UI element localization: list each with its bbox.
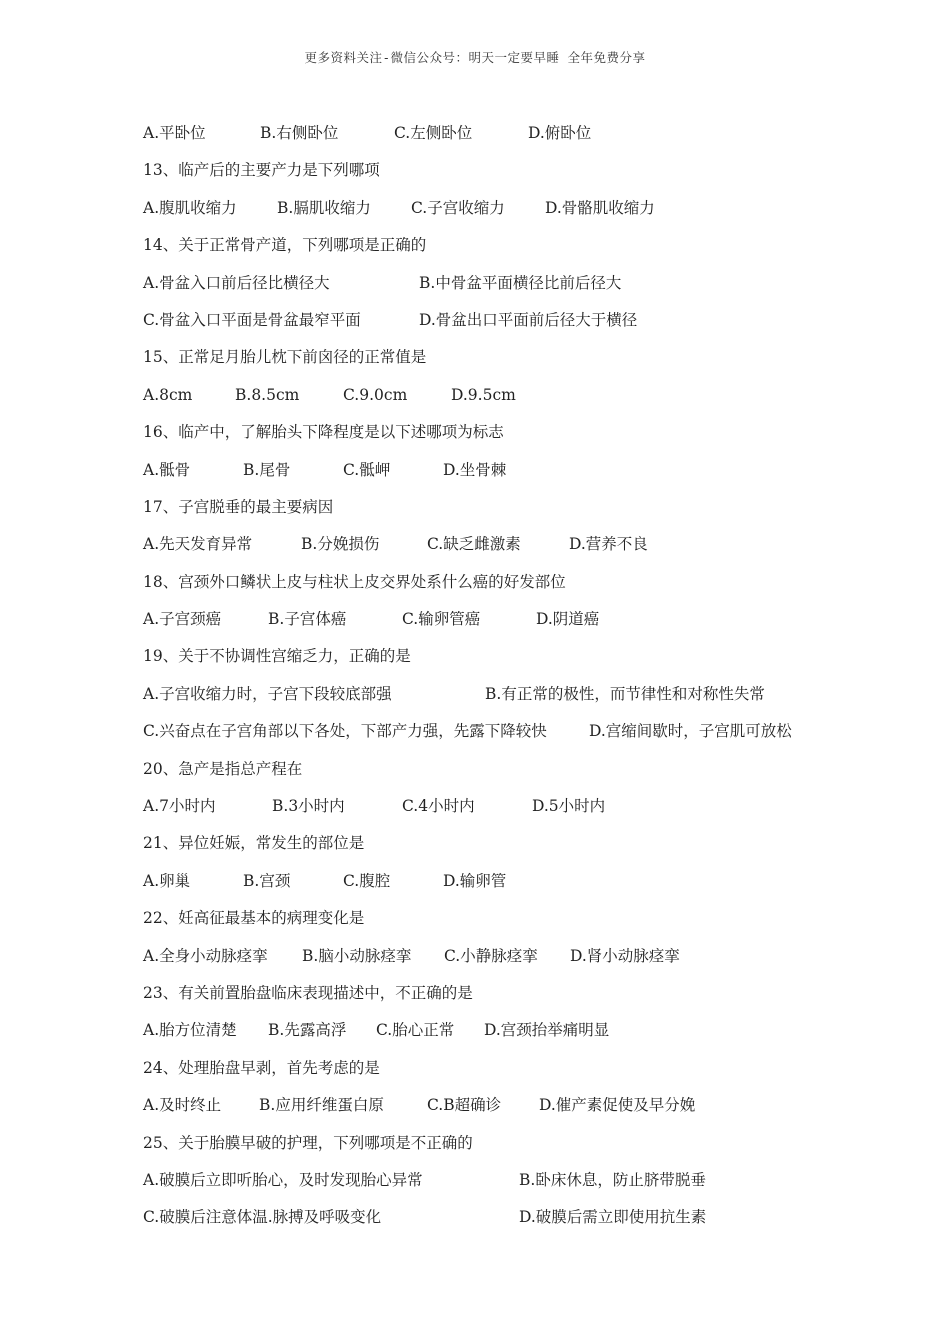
question-text: 20、急产是指总产程在 <box>143 759 303 778</box>
answer-option: B.卧床休息，防止脐带脱垂 <box>519 1170 706 1189</box>
answer-option: A.腹肌收缩力 <box>143 198 237 217</box>
question-text: 25、关于胎膜早破的护理，下列哪项是不正确的 <box>143 1133 473 1152</box>
answer-option: B.应用纤维蛋白原 <box>259 1096 384 1115</box>
answer-option: A.子宫收缩力时，子宫下段较底部强 <box>143 684 392 703</box>
answer-option: A.8cm <box>143 385 193 404</box>
options-row <box>143 606 863 643</box>
options-row <box>143 718 863 755</box>
options-row <box>143 1167 863 1204</box>
answer-option: A.7小时内 <box>143 797 216 816</box>
options-row <box>143 681 863 718</box>
question-text: 24、处理胎盘早剥，首先考虑的是 <box>143 1058 380 1077</box>
question-text: 21、异位妊娠，常发生的部位是 <box>143 834 365 853</box>
answer-option: A.胎方位清楚 <box>143 1021 237 1040</box>
answer-option: C.胎心正常 <box>376 1021 455 1040</box>
answer-option: D.宫缩间歇时，子宫肌可放松 <box>589 722 792 741</box>
answer-option: C.B超确诊 <box>427 1096 502 1115</box>
answer-option: C.兴奋点在子宫角部以下各处，下部产力强，先露下降较快 <box>143 722 547 741</box>
answer-option: D.坐骨棘 <box>443 460 507 479</box>
answer-option: D.肾小动脉痉挛 <box>570 946 680 965</box>
document-body <box>143 120 863 1242</box>
answer-option: B.脑小动脉痉挛 <box>302 946 412 965</box>
question-text: 23、有关前置胎盘临床表现描述中，不正确的是 <box>143 983 473 1002</box>
answer-option: D.5小时内 <box>532 797 606 816</box>
question-text: 16、临产中，了解胎头下降程度是以下述哪项为标志 <box>143 423 504 442</box>
answer-option: C.左侧卧位 <box>394 124 473 142</box>
question-text: 14、关于正常骨产道，下列哪项是正确的 <box>143 236 427 255</box>
question-text: 15、正常足月胎儿枕下前囟径的正常值是 <box>143 348 427 367</box>
answer-option: A.骨盆入口前后径比横径大 <box>143 273 330 292</box>
answer-option: A.全身小动脉痉挛 <box>143 946 268 965</box>
answer-option: A.及时终止 <box>143 1096 222 1115</box>
options-row <box>143 120 863 157</box>
options-row <box>143 1204 863 1241</box>
options-row <box>143 868 863 905</box>
options-row <box>143 793 863 830</box>
answer-option: C.骨盆入口平面是骨盆最窄平面 <box>143 310 361 329</box>
question-text: 17、子宫脱垂的最主要病因 <box>143 497 334 516</box>
answer-option: B.宫颈 <box>243 871 291 890</box>
options-row <box>143 1092 863 1129</box>
answer-option: C.4小时内 <box>402 797 475 816</box>
answer-option: A.平卧位 <box>143 124 206 142</box>
answer-option: D.9.5cm <box>451 385 516 404</box>
answer-option: B.8.5cm <box>235 385 300 404</box>
answer-option: D.输卵管 <box>443 871 507 890</box>
answer-option: B.膈肌收缩力 <box>277 198 371 217</box>
question-text: 22、妊高征最基本的病理变化是 <box>143 909 365 928</box>
options-row <box>143 382 863 419</box>
question-text: 18、宫颈外口鳞状上皮与柱状上皮交界处系什么癌的好发部位 <box>143 572 566 591</box>
answer-option: A.破膜后立即听胎心，及时发现胎心异常 <box>143 1170 423 1189</box>
answer-option: B.右侧卧位 <box>260 124 339 142</box>
answer-option: C.9.0cm <box>343 385 408 404</box>
answer-option: D.骨盆出口平面前后径大于横径 <box>419 310 638 329</box>
answer-option: C.小静脉痉挛 <box>444 946 538 965</box>
answer-option: A.卵巢 <box>143 871 191 890</box>
answer-option: D.俯卧位 <box>528 124 592 142</box>
question-text: 13、临产后的主要产力是下列哪项 <box>143 161 380 180</box>
answer-option: B.先露高浮 <box>268 1021 347 1040</box>
options-row <box>143 943 863 980</box>
answer-option: B.有正常的极性，而节律性和对称性失常 <box>485 684 765 703</box>
page-header: 更多资料关注-微信公众号：明天一定要早睡 全年免费分享 <box>304 50 646 65</box>
answer-option: C.输卵管癌 <box>402 610 481 629</box>
answer-option: C.缺乏雌激素 <box>427 535 521 554</box>
answer-option: D.骨骼肌收缩力 <box>545 198 655 217</box>
options-row <box>143 307 863 344</box>
options-row <box>143 1017 863 1054</box>
answer-option: B.尾骨 <box>243 460 291 479</box>
answer-option: C.骶岬 <box>343 460 391 479</box>
answer-option: C.子宫收缩力 <box>411 198 505 217</box>
answer-option: C.破膜后注意体温.脉搏及呼吸变化 <box>143 1208 382 1227</box>
answer-option: D.催产素促使及早分娩 <box>539 1096 696 1115</box>
answer-option: B.中骨盆平面横径比前后径大 <box>419 273 622 292</box>
options-row <box>143 457 863 494</box>
answer-option: B.子宫体癌 <box>268 610 347 629</box>
answer-option: B.3小时内 <box>272 797 345 816</box>
question-text: 19、关于不协调性宫缩乏力，正确的是 <box>143 647 411 666</box>
answer-option: D.宫颈抬举痛明显 <box>484 1021 610 1040</box>
answer-option: A.子宫颈癌 <box>143 610 222 629</box>
answer-option: D.破膜后需立即使用抗生素 <box>519 1208 707 1227</box>
options-row <box>143 531 863 568</box>
answer-option: C.腹腔 <box>343 871 391 890</box>
answer-option: A.骶骨 <box>143 460 191 479</box>
answer-option: A.先天发育异常 <box>143 535 253 554</box>
answer-option: B.分娩损伤 <box>301 535 380 554</box>
options-row <box>143 270 863 307</box>
options-row <box>143 195 863 232</box>
answer-option: D.阴道癌 <box>536 610 600 629</box>
answer-option: D.营养不良 <box>569 535 648 554</box>
